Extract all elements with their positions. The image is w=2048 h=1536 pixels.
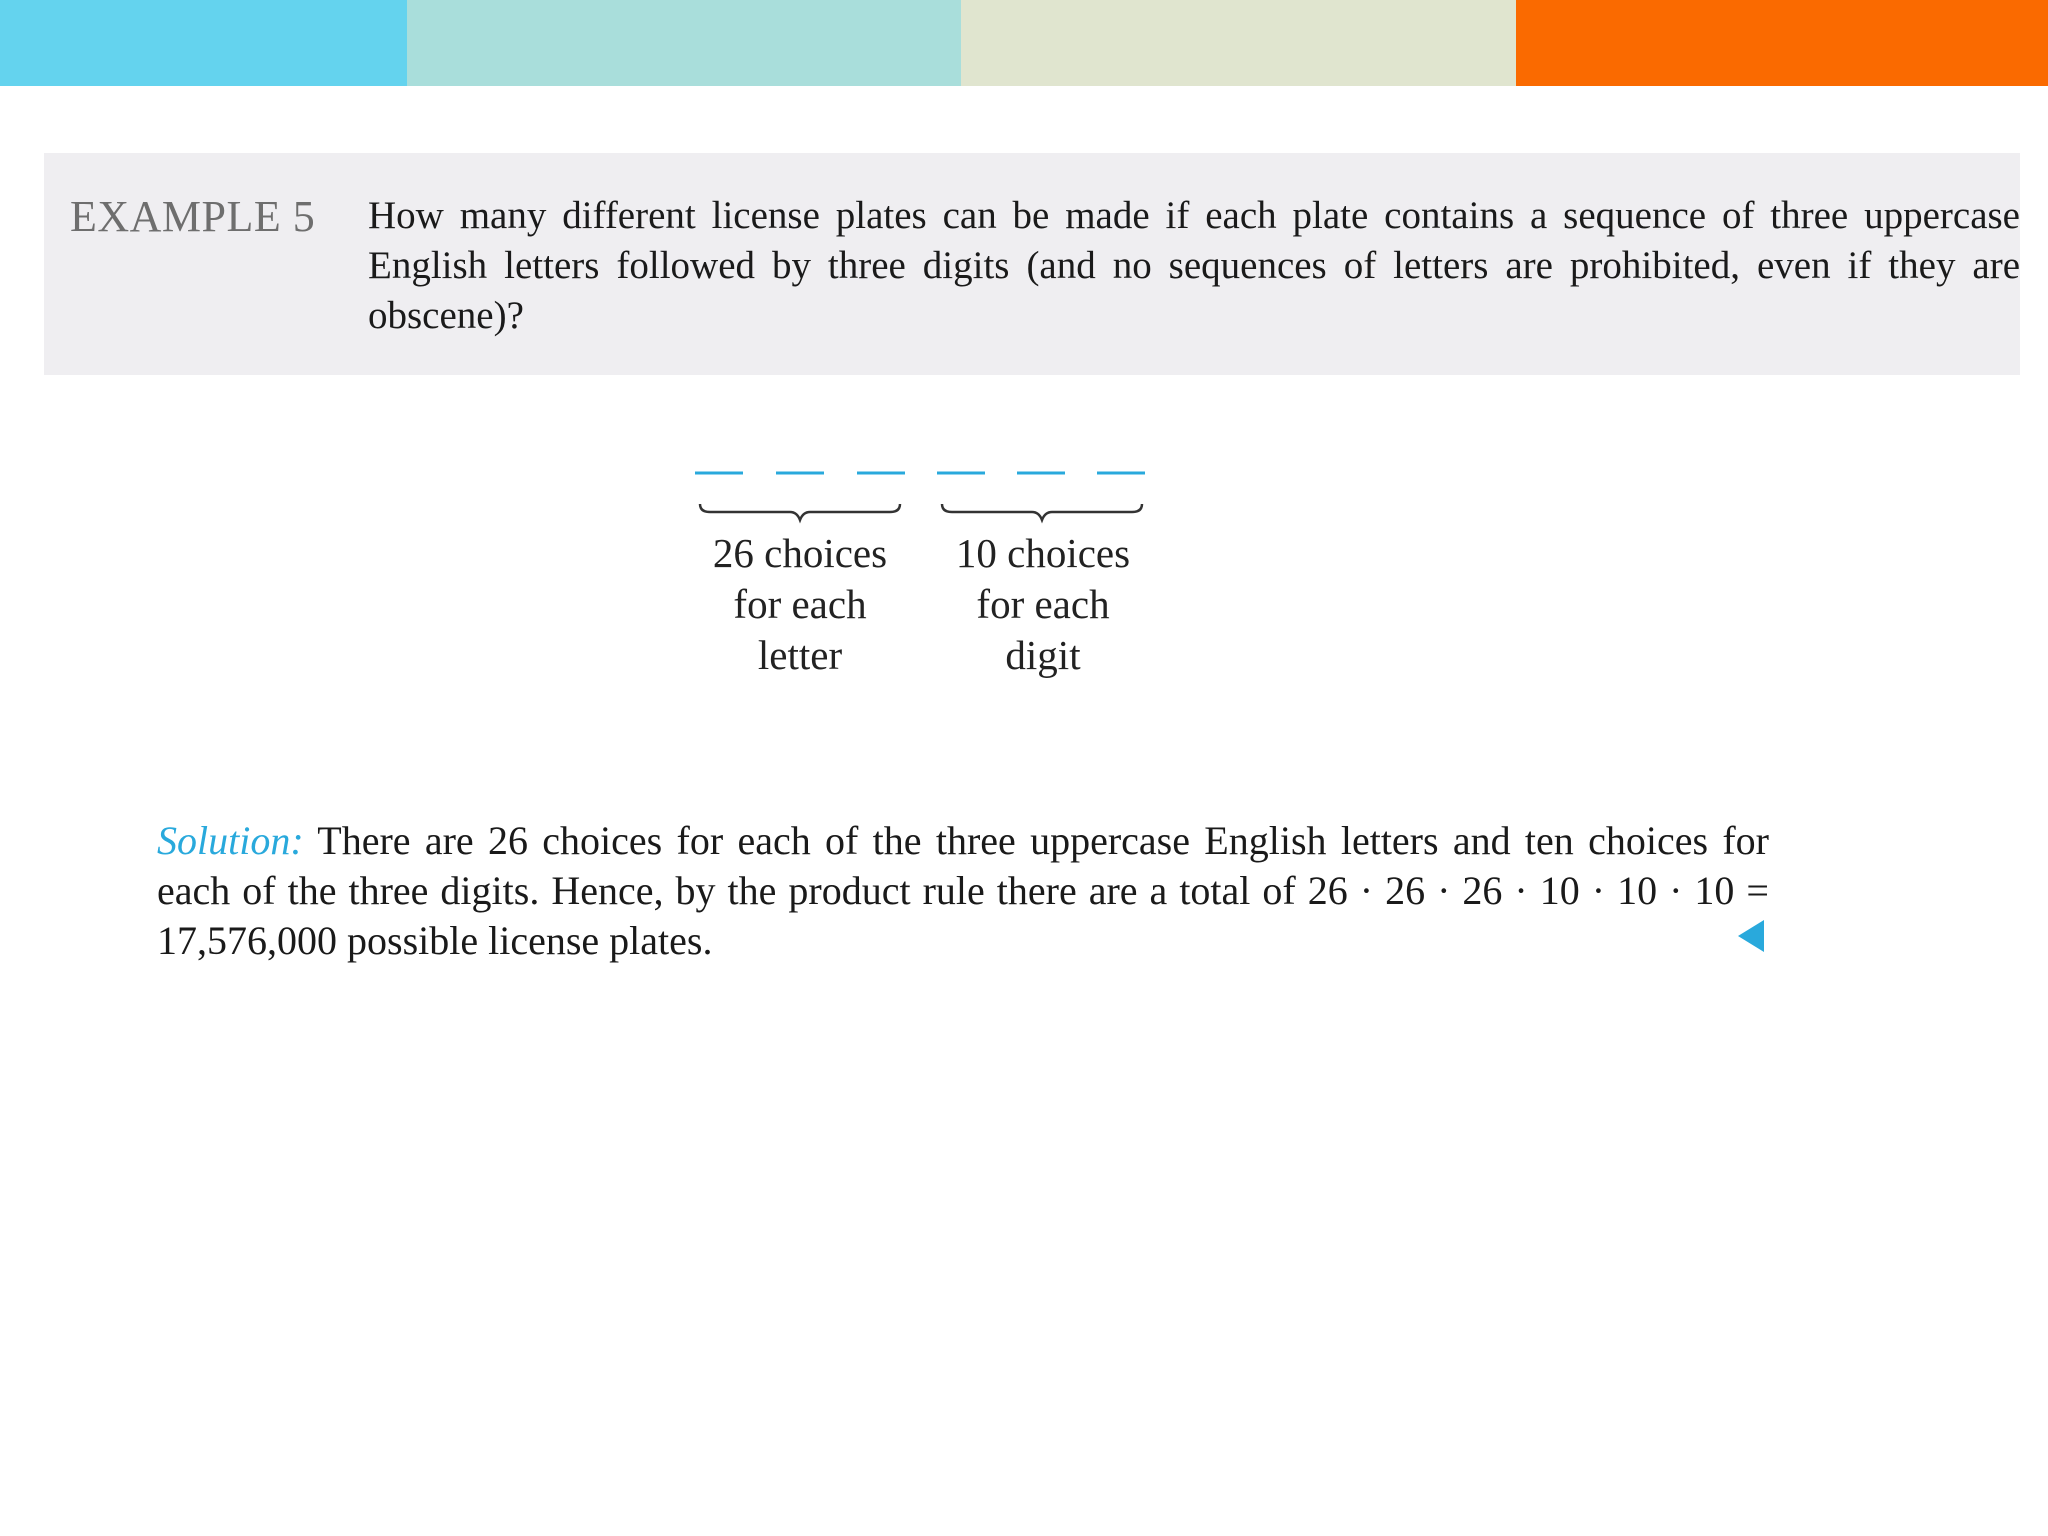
example-label: EXAMPLE 5 — [70, 192, 316, 241]
letter-choices-line-3: letter — [757, 632, 843, 678]
license-plate-diagram — [690, 460, 1160, 690]
solution-label: Solution: — [157, 818, 304, 863]
solution-paragraph — [157, 816, 1769, 966]
solution-text: There are 26 choices for each of the three uppercase English letters and ten choices for each of the three digits. Hence, by the product rule there are a total of 26 · 26 · 26 · 10 · 10 · 10 = 17,576,000 possible license plates. — [157, 818, 1769, 963]
decorative-color-bar — [0, 0, 2048, 86]
example-box — [44, 153, 2020, 375]
color-bar-segment-1 — [0, 0, 407, 86]
letter-choices-line-2: for each — [733, 581, 867, 627]
color-bar-segment-4 — [1516, 0, 2048, 86]
letter-choices-line-1: 26 choices — [712, 530, 888, 576]
letter-choices-label — [690, 528, 910, 681]
digit-choices-line-2: for each — [976, 581, 1110, 627]
slots-and-braces — [690, 460, 1160, 530]
digit-choices-label — [933, 528, 1153, 681]
digit-choices-line-1: 10 choices — [955, 530, 1131, 576]
left-triangle-icon — [1736, 918, 1766, 954]
example-question: How many different license plates can be made if each plate contains a sequence of three uppercase English letters followed by three digits (and no sequences of letters are prohibited, even if they are obscene)? — [368, 194, 2020, 337]
color-bar-segment-3 — [961, 0, 1516, 86]
digit-choices-line-3: digit — [1005, 632, 1081, 678]
digits-brace — [942, 504, 1142, 520]
color-bar-segment-2 — [407, 0, 961, 86]
letters-brace — [700, 504, 900, 520]
